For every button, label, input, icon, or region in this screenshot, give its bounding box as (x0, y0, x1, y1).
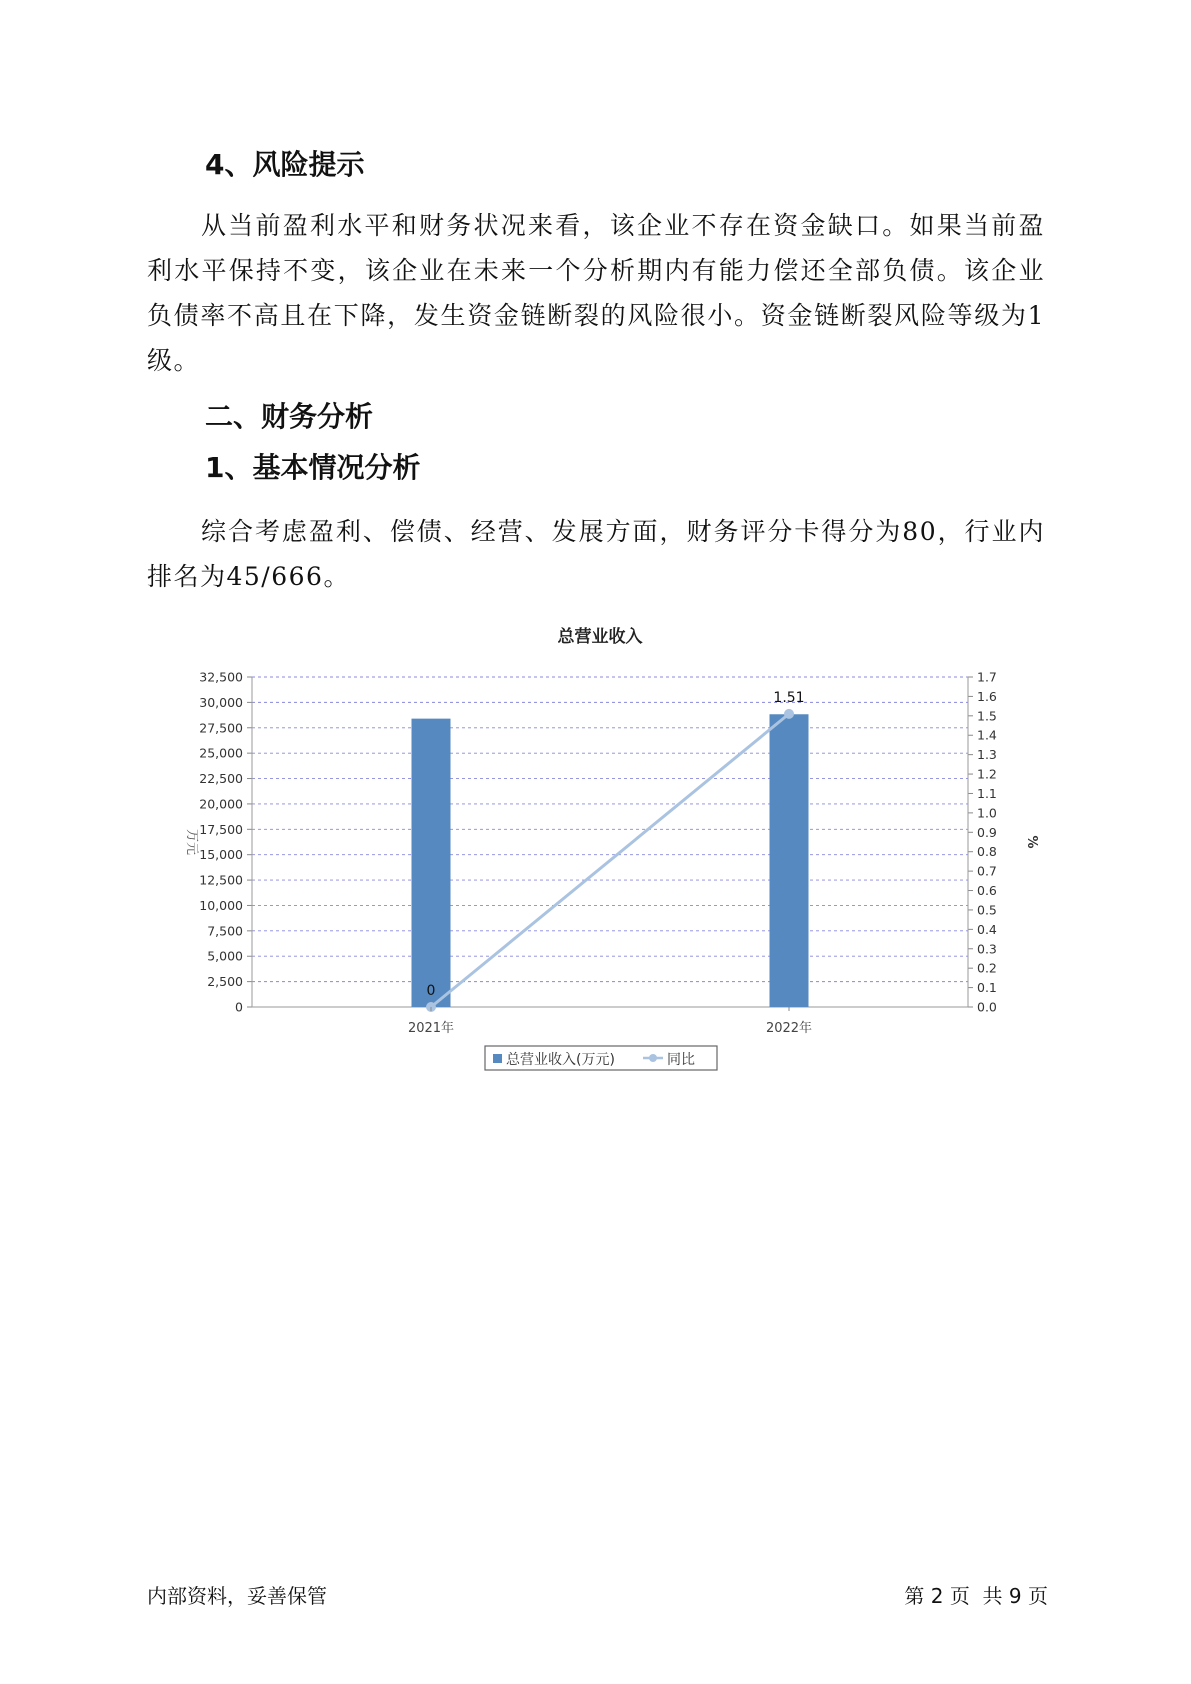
yoy-line (426, 690, 805, 1012)
y2-tick-label: 1.0 (977, 805, 997, 821)
x-axis-ticks (408, 1007, 812, 1036)
y-tick-label: 12,500 (199, 872, 243, 888)
y2-tick-label: 0.0 (977, 999, 997, 1015)
y2-tick-label: 0.1 (977, 980, 997, 996)
basic-analysis-paragraph: 综合考虑盈利、偿债、经营、发展方面，财务评分卡得分为80，行业内排名为45/666。 (147, 517, 1045, 591)
y-tick-label: 5,000 (207, 948, 243, 964)
footer-confidential: 内部资料，妥善保管 (147, 1584, 327, 1608)
basic-analysis-heading: 1、基本情况分析 (205, 451, 421, 484)
y-tick-label: 32,500 (199, 669, 243, 685)
y2-tick-label: 0.6 (977, 883, 997, 899)
footer-page-number: 第 2 页 共 9 页 (904, 1584, 1048, 1608)
y2-tick-label: 0.8 (977, 844, 997, 860)
y-tick-label: 7,500 (207, 923, 243, 939)
yoy-point (784, 709, 794, 719)
risk-heading: 4、风险提示 (205, 148, 365, 181)
y2-tick-label: 1.2 (977, 766, 997, 782)
left-axis-ticks (199, 670, 252, 1015)
y2-tick-label: 0.2 (977, 960, 997, 976)
y-tick-label: 0 (235, 999, 243, 1015)
y-tick-label: 10,000 (199, 897, 243, 913)
y2-tick-label: 1.3 (977, 747, 997, 763)
financial-analysis-heading: 二、财务分析 (205, 400, 374, 433)
chart-gridlines (252, 677, 968, 982)
y2-tick-label: 0.9 (977, 824, 997, 840)
chart-legend (485, 1046, 717, 1070)
revenue-bar (412, 719, 451, 1007)
y2-tick-label: 1.6 (977, 688, 997, 704)
y2-axis-label: % (1024, 835, 1039, 849)
legend-bar-swatch (493, 1054, 502, 1063)
y2-tick-label: 1.1 (977, 785, 997, 801)
x-tick-label: 2021年 (407, 1021, 455, 1036)
legend-line-marker (649, 1054, 657, 1062)
yoy-data-label: 0 (426, 983, 436, 999)
y2-tick-label: 0.5 (977, 902, 997, 918)
y-tick-label: 20,000 (199, 796, 243, 812)
y-tick-label: 17,500 (199, 821, 243, 837)
y2-tick-label: 1.7 (977, 669, 997, 685)
yoy-line-path (431, 714, 789, 1007)
legend-line-label: 同比 (667, 1052, 695, 1068)
chart-title: 总营业收入 (557, 627, 643, 647)
y2-tick-label: 1.4 (977, 727, 997, 743)
x-tick-label: 2022年 (765, 1021, 813, 1036)
y-tick-label: 15,000 (199, 847, 243, 863)
y-tick-label: 22,500 (199, 771, 243, 787)
y2-tick-label: 1.5 (977, 708, 997, 724)
legend-bar-label: 总营业收入(万元) (506, 1052, 615, 1068)
y2-tick-label: 0.7 (977, 863, 997, 879)
y-axis-label: 万元 (184, 828, 199, 856)
y2-tick-label: 0.4 (977, 921, 997, 937)
revenue-chart (160, 620, 1040, 1080)
yoy-data-label: 1.51 (773, 689, 805, 706)
revenue-bar (770, 714, 809, 1007)
y-tick-label: 2,500 (207, 974, 243, 990)
risk-paragraph: 从当前盈利水平和财务状况来看，该企业不存在资金缺口。如果当前盈利水平保持不变，该企业在未来一个分析期内有能力偿还全部负债。该企业负债率不高且在下降，发生资金链断裂的风险很小。资金链断裂风险等级为1级。 (147, 211, 1045, 375)
y-tick-label: 25,000 (199, 745, 243, 761)
y-tick-label: 30,000 (199, 694, 243, 710)
y-tick-label: 27,500 (199, 720, 243, 736)
y2-tick-label: 0.3 (977, 941, 997, 957)
right-axis-ticks (968, 670, 997, 1015)
